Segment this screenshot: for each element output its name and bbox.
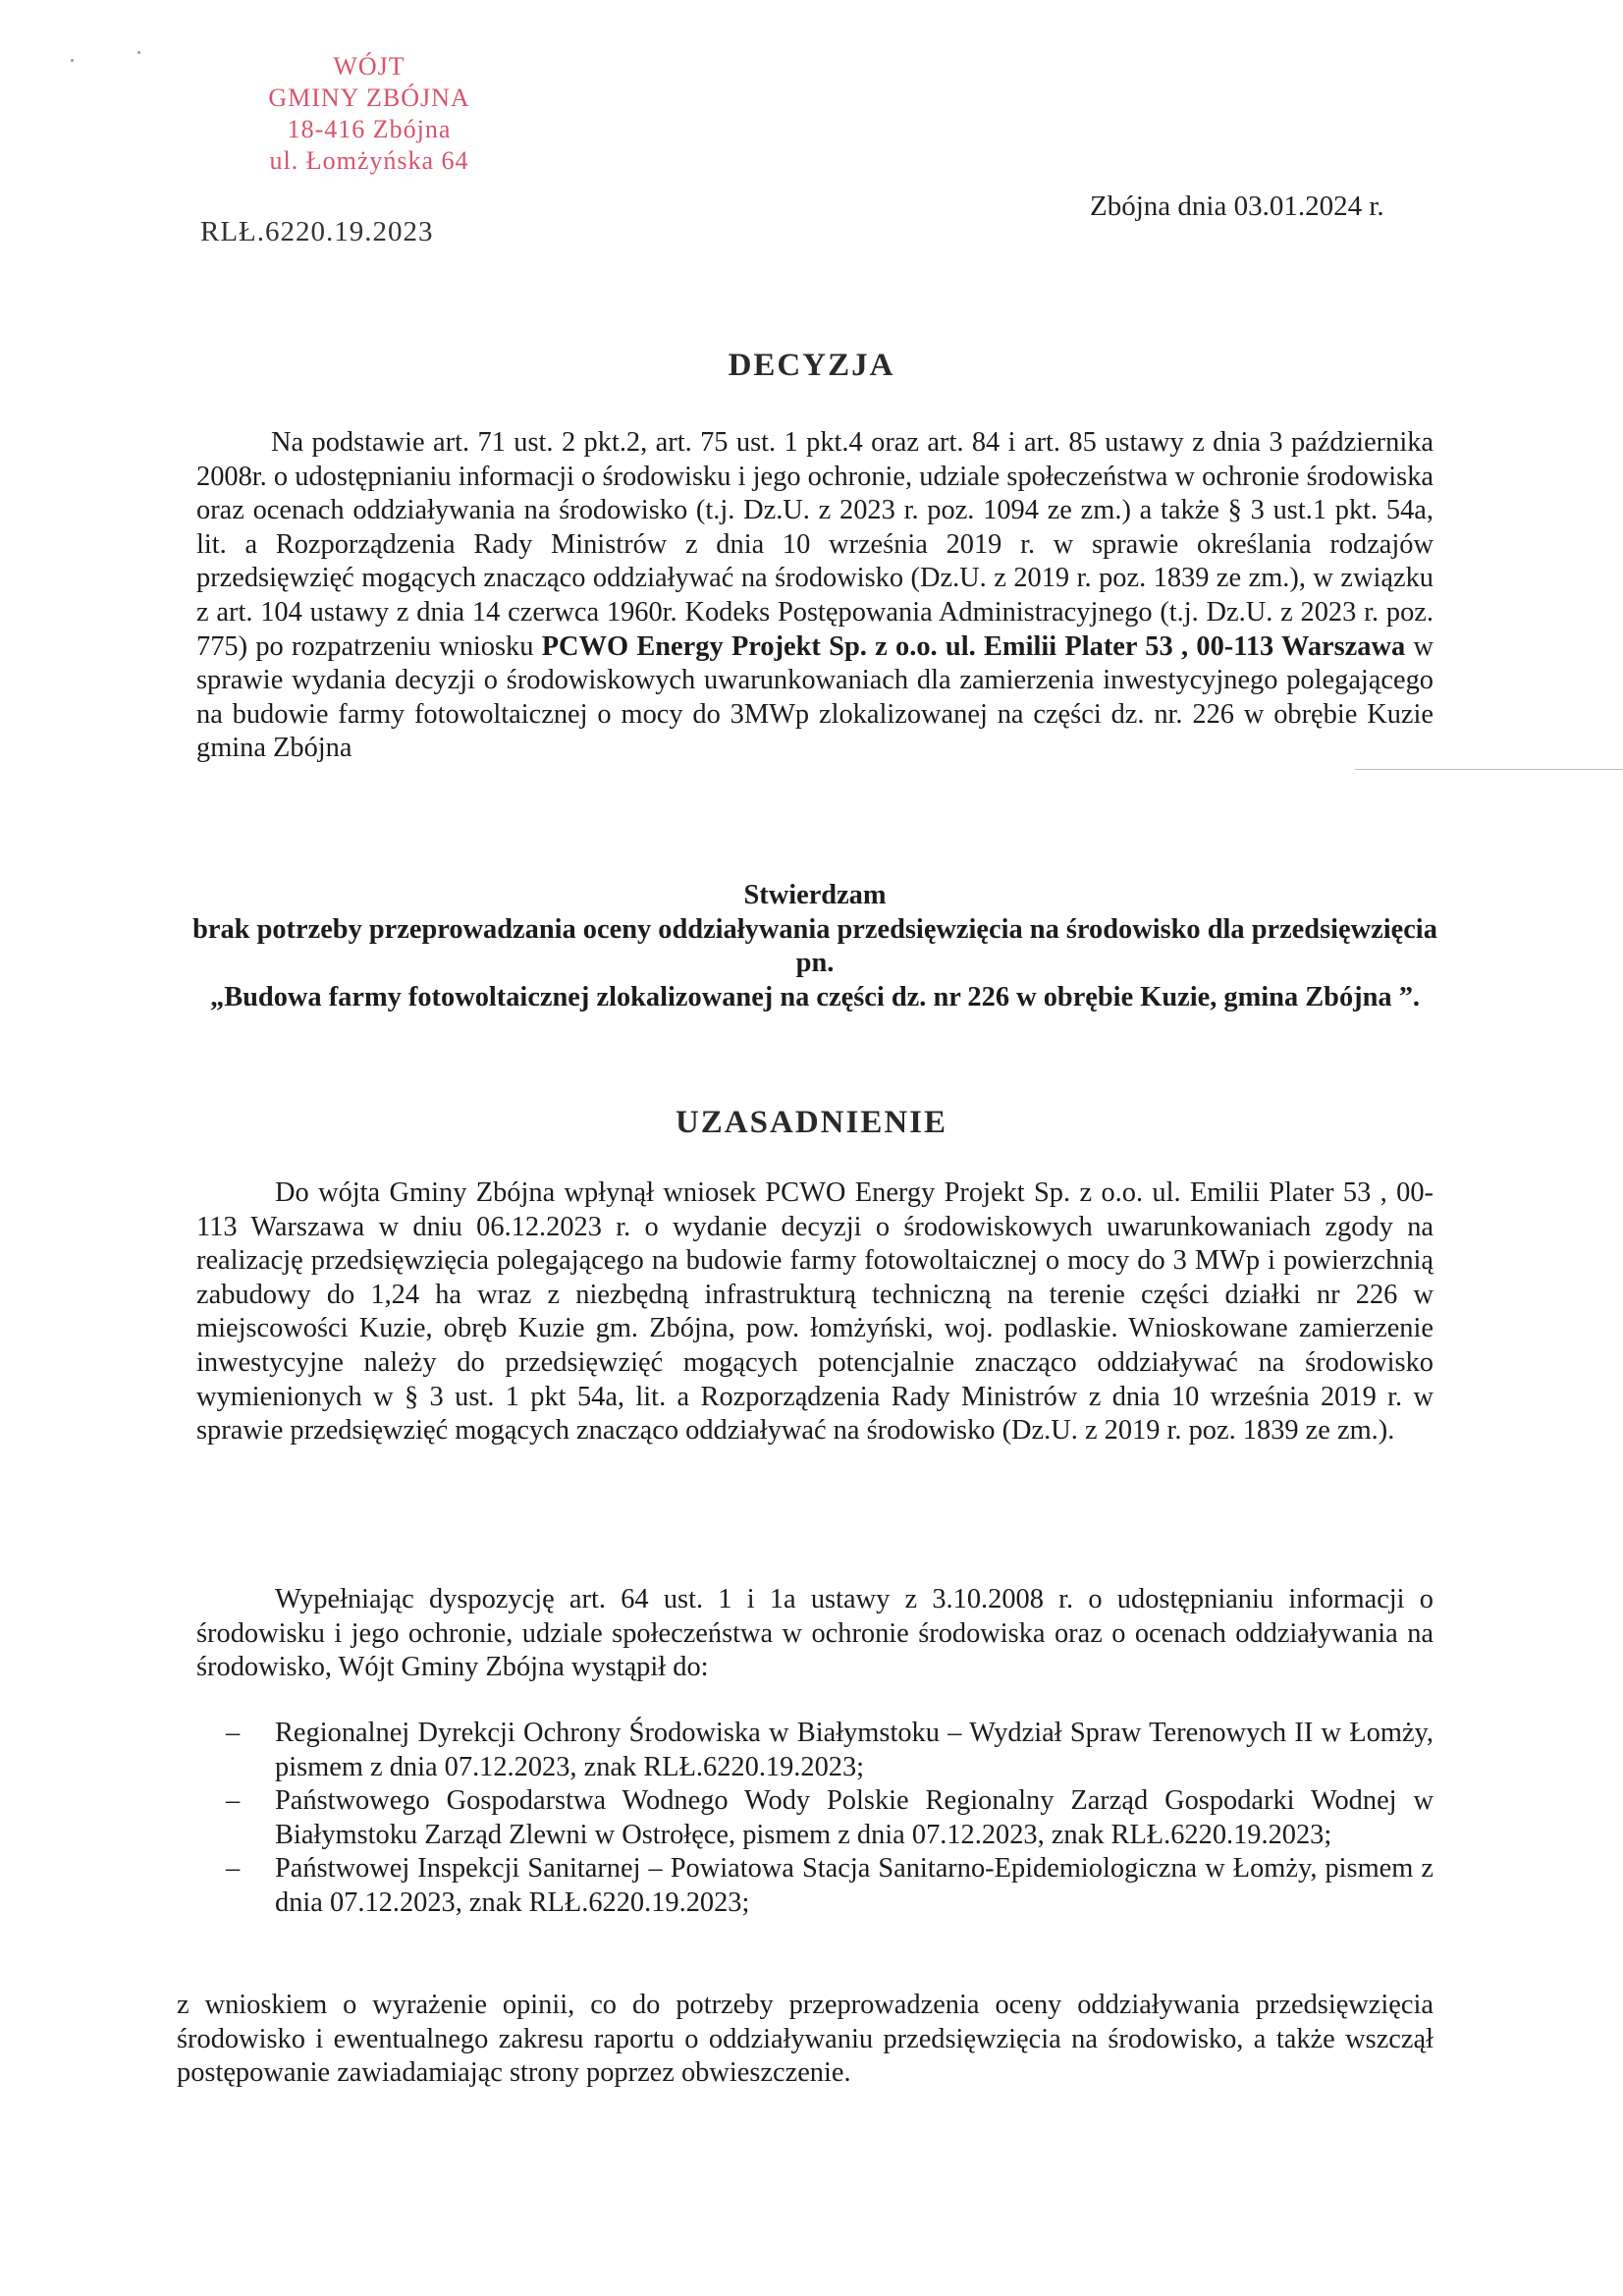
dash-bullet: – <box>226 1718 241 1748</box>
decision-statement: brak potrzeby przeprowadzania oceny oddziaływania przedsięwzięcia na środowisko dla przedsięwzięcia pn. <box>192 913 1437 979</box>
list-item <box>226 1717 1434 1784</box>
recipient-text: Regionalnej Dyrekcji Ochrony Środowiska w Białymstoku – Wydział Spraw Terenowych II w Łomży, pismem z dnia 07.12.2023, znak RLŁ.6220.19.2023; <box>275 1718 1434 1782</box>
scan-speck <box>71 59 74 62</box>
list-item <box>226 1852 1434 1920</box>
justification-title: UZASADNIENIE <box>675 1105 948 1140</box>
justification-paragraph-2: Wypełniając dyspozycję art. 64 ust. 1 i 1a ustawy z 3.10.2008 r. o udostępnianiu informacji o środowisku i jego ochronie, udziale społeczeństwa w ochronie środowiska oraz o ocenach oddziaływania na środowisko, Wójt Gminy Zbójna wystąpił do: <box>196 1584 1434 1683</box>
justification-paragraph-1: Do wójta Gminy Zbójna wpłynął wniosek PCWO Energy Projekt Sp. z o.o. ul. Emilii Plater 53 , 00-113 Warszawa w dniu 06.12.2023 r. o wydanie decyzji o środowiskowych uwarunkowaniach zgody na realizację przedsięwzięcia polegającego na budowie farmy fotowoltaicznej o mocy do 3 MWp i powierzchnią zabudowy do 1,24 ha wraz z niezbędną infrastrukturą techniczną na terenie części działki nr 226 w miejscowości Kuzie, obręb Kuzie gm. Zbójna, pow. łomżyński, woj. podlaskie. Wnioskowane zamierzenie inwestycyjne należy do przedsięwzięć mogących potencjalnie znacząco oddziaływać na środowisko wymienionych w § 3 ust. 1 pkt 54a, lit. a Rozporządzenia Rady Ministrów z dnia 10 września 2019 r. w sprawie przedsięwzięć mogących znacząco oddziaływać na środowisko (Dz.U. z 2019 r. poz. 1839 ze zm.). <box>196 1177 1434 1447</box>
stamp-line-2: GMINY ZBÓJNA <box>268 83 470 112</box>
recipient-text: Państwowej Inspekcji Sanitarnej – Powiatowa Stacja Sanitarno-Epidemiologiczna w Łomży, pismem z dnia 07.12.2023, znak RLŁ.6220.19.2023; <box>275 1853 1434 1918</box>
place-and-date: Zbójna dnia 03.01.2024 r. <box>1090 191 1384 222</box>
legal-basis-text: Na podstawie art. 71 ust. 2 pkt.2, art. 75 ust. 1 pkt.4 oraz art. 84 i art. 85 ustawy z dnia 3 października 2008r. o udostępnianiu informacji o środowisku i jego ochronie, udziale społeczeństwa w ochronie środowiska oraz ocenach oddziaływania na środowisko (t.j. Dz.U. z 2023 r. poz. 1094 ze zm.) a także § 3 ust.1 pkt. 54a, lit. a Rozporządzenia Rady Ministrów z dnia 10 września 2019 r. w sprawie określania rodzajów przedsięwzięć mogących znacząco oddziaływać na środowisko (Dz.U. z 2019 r. poz. 1839 ze zm.), w związku z art. 104 ustawy z dnia 14 czerwca 1960r. Kodeks Postępowania Administracyjnego (t.j. Dz.U. z 2023 r. poz. 775) po rozpatrzeniu wniosku <box>196 427 1434 662</box>
recipients-list <box>226 1717 1434 1921</box>
official-stamp <box>232 51 507 177</box>
recipient-text: Państwowego Gospodarstwa Wodnego Wody Polskie Regionalny Zarząd Gospodarki Wodnej w Białymstoku Zarząd Zlewni w Ostrołęce, pismem z dnia 07.12.2023, znak RLŁ.6220.19.2023; <box>275 1785 1434 1850</box>
list-item <box>226 1784 1434 1852</box>
justification-paragraph-3: z wnioskiem o wyrażenie opinii, co do potrzeby przeprowadzenia oceny oddziaływania przedsięwzięcia środowisko i ewentualnego zakresu raportu o oddziaływaniu przedsięwzięcia na środowisko, a także wszczął postępowanie zawiadamiając strony poprzez obwieszczenie. <box>177 1990 1434 2089</box>
stamp-line-3: 18-416 Zbójna <box>287 115 452 143</box>
decision-block <box>177 879 1453 1014</box>
reference-number: RLŁ.6220.19.2023 <box>200 216 434 247</box>
stamp-line-1: WÓJT <box>333 52 406 81</box>
applicant-name: PCWO Energy Projekt Sp. z o.o. ul. Emilii Plater 53 , 00-113 Warszawa <box>541 630 1406 662</box>
document-title: DECYZJA <box>728 348 895 383</box>
stamp-line-4: ul. Łomżyńska 64 <box>269 146 469 175</box>
request-subject-text: w sprawie wydania decyzji o środowiskowych uwarunkowaniach dla zamierzenia inwestycyjnego polegającego na budowie farmy fotowoltaicznej o mocy do 3MWp zlokalizowanej na części dz. nr. 226 w obrębie Kuzie gmina Zbójna <box>196 630 1434 764</box>
legal-basis-paragraph <box>196 426 1434 766</box>
scan-speck <box>137 51 140 54</box>
decision-verb: Stwierdzam <box>743 880 887 910</box>
dash-bullet: – <box>226 1785 241 1817</box>
dash-bullet: – <box>226 1853 241 1885</box>
project-name: „Budowa farmy fotowoltaicznej zlokalizowanej na części dz. nr 226 w obrębie Kuzie, gmina Zbójna ”. <box>210 981 1420 1012</box>
scan-artifact-line <box>1355 769 1623 770</box>
